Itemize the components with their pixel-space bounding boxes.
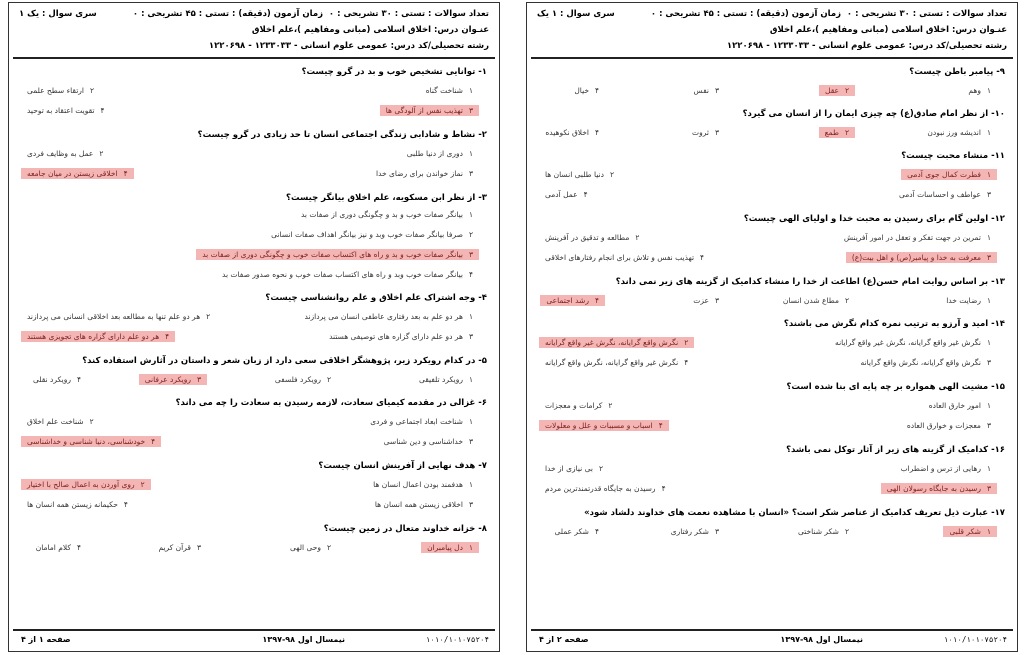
option-number: ۴ xyxy=(684,358,689,367)
answer-option[interactable] xyxy=(413,374,479,385)
option-text: هر دو علم به بعد رفتاری عاطفی انسان می پردازند xyxy=(304,312,463,321)
question-title: ۱۲- اولین گام برای رسیدن به محبت خدا و اولیای الهی چیست؟ xyxy=(743,214,1005,224)
page-number: صفحه ۱ از ۴ xyxy=(21,635,71,644)
exam-time: زمان آزمون (دقیقه) : تستی : ۴۵ تشریحی : ۰ xyxy=(650,9,841,19)
question-item xyxy=(21,293,487,356)
option-number: ۲ xyxy=(635,233,640,242)
question-list xyxy=(539,67,1005,550)
question-title: ۵- در کدام رویکرد زیر، پژوهشگر اخلاقی سعی دارد از زبان شعر و داستان در آثارش استفاده کند؟ xyxy=(82,356,487,366)
option-text: دوری از دنیا طلبی xyxy=(406,149,463,158)
question-item xyxy=(539,445,1005,508)
option-number: ۴ xyxy=(76,543,81,552)
option-text: طمع xyxy=(824,128,839,137)
option-number: ۳ xyxy=(468,106,473,115)
answer-option[interactable] xyxy=(30,542,87,553)
answer-option[interactable] xyxy=(688,85,725,96)
option-text: دل پیامبران xyxy=(427,543,463,552)
option-text: هر دو علم دارای گزاره های تجویزی هستند xyxy=(27,332,160,341)
option-number: ۱ xyxy=(986,233,991,242)
answer-option-highlighted[interactable] xyxy=(21,479,151,490)
option-text: نگرش غیر واقع گرایانه، نگرش غیر واقع گرایانه xyxy=(835,338,981,347)
option-number: ۲ xyxy=(140,480,145,489)
question-item xyxy=(21,130,487,193)
option-text: اندیشه ورز نبودن xyxy=(927,128,981,137)
answer-option[interactable] xyxy=(420,85,479,96)
answer-option[interactable] xyxy=(838,232,997,243)
option-text: شکر قلبی xyxy=(949,527,981,536)
option-text: حکیمانه زیستن همه انسان ها xyxy=(27,500,118,509)
option-number: ۲ xyxy=(90,86,95,95)
option-number: ۴ xyxy=(123,169,128,178)
option-text: تهذیب نفس و تلاش برای انجام رفتارهای اخلاقی xyxy=(545,253,695,262)
option-number: ۳ xyxy=(468,437,473,446)
option-number: ۱ xyxy=(986,296,991,305)
option-text: نفس xyxy=(693,86,709,95)
option-text: هدفمند بودن اعمال انسان ها xyxy=(373,480,463,489)
option-text: ارتقاء سطح علمی xyxy=(27,86,84,95)
answer-option[interactable] xyxy=(21,499,134,510)
option-text: تقویت اعتقاد به توحید xyxy=(27,106,95,115)
course-title: عنـوان درس: اخلاق اسلامی (مبانی ومفاهیم )،علم اخلاق xyxy=(769,25,1007,35)
question-item xyxy=(539,319,1005,382)
answer-option[interactable] xyxy=(539,483,672,494)
answer-option[interactable] xyxy=(21,85,100,96)
option-number: ۱ xyxy=(986,464,991,473)
option-number: ۳ xyxy=(986,253,991,262)
option-text: رویکرد عرفانی xyxy=(144,375,191,384)
option-number: ۳ xyxy=(714,86,719,95)
option-number: ۲ xyxy=(684,338,689,347)
answer-option[interactable] xyxy=(539,252,710,263)
option-text: اخلاق نکوهیده xyxy=(545,128,589,137)
option-number: ۲ xyxy=(610,170,615,179)
option-number: ۴ xyxy=(583,190,588,199)
option-text: شناخت گناه xyxy=(425,86,463,95)
answer-option[interactable] xyxy=(893,189,997,200)
question-item xyxy=(539,109,1005,151)
answer-option[interactable] xyxy=(539,400,618,411)
option-number: ۴ xyxy=(594,527,599,536)
option-text: خداشناسی و دین شناسی xyxy=(383,437,463,446)
option-text: کلام امامان xyxy=(35,543,71,552)
option-number: ۴ xyxy=(123,500,128,509)
option-text: بیانگر صفات خوب و بد و چگونگی دوری از صفات بد xyxy=(300,210,463,219)
option-text: ثروت xyxy=(692,128,709,137)
option-text: هر دو علم دارای گزاره های توصیفی هستند xyxy=(329,332,463,341)
question-item xyxy=(539,508,1005,550)
option-text: صرفا بیانگر صفات خوب وبد و نیز بیانگر اهداف صفات انسانی xyxy=(271,230,463,239)
page-header xyxy=(13,3,495,59)
answer-option[interactable] xyxy=(777,295,855,306)
answer-option[interactable] xyxy=(962,85,997,96)
answer-option[interactable] xyxy=(539,169,620,180)
question-series: سری سوال : ۱ یک xyxy=(537,9,615,19)
option-text: دنیا طلبی انسان ها xyxy=(545,170,604,179)
option-number: ۴ xyxy=(594,128,599,137)
option-text: خودشناسی، دنیا شناسی و خداشناسی xyxy=(27,437,146,446)
option-text: عزت xyxy=(693,296,709,305)
answer-option[interactable] xyxy=(940,295,997,306)
answer-option[interactable] xyxy=(539,189,594,200)
option-text: مطاع شدن انسان xyxy=(782,296,839,305)
option-number: ۱ xyxy=(986,128,991,137)
option-number: ۱ xyxy=(468,543,473,552)
option-text: وهم xyxy=(968,86,981,95)
question-item xyxy=(21,356,487,398)
option-text: عقل xyxy=(825,86,839,95)
term-label: نیمسال اول ۹۸-۱۳۹۷ xyxy=(780,635,863,644)
option-text: شکر رفتاری xyxy=(670,527,709,536)
option-text: وحی الهی xyxy=(289,543,321,552)
answer-option[interactable] xyxy=(687,295,725,306)
question-item xyxy=(539,277,1005,319)
option-number: ۲ xyxy=(89,417,94,426)
question-title: ۶- غزالی در مقدمه کیمیای سعادت، لازمه رسیدن به سعادت را چه می داند؟ xyxy=(175,398,487,408)
option-number: ۴ xyxy=(700,253,705,262)
answer-option-highlighted[interactable] xyxy=(21,331,175,342)
option-number: ۴ xyxy=(151,437,156,446)
option-text: نماز خواندن برای رضای خدا xyxy=(375,169,463,178)
option-number: ۱ xyxy=(468,149,473,158)
answer-option[interactable] xyxy=(568,85,605,96)
option-number: ۱ xyxy=(986,86,991,95)
option-number: ۱ xyxy=(986,401,991,410)
question-item xyxy=(21,524,487,566)
answer-option[interactable] xyxy=(686,127,725,138)
option-number: ۲ xyxy=(206,312,211,321)
option-number: ۳ xyxy=(196,375,201,384)
answer-option-highlighted[interactable] xyxy=(21,436,161,447)
option-number: ۳ xyxy=(986,358,991,367)
answer-option[interactable] xyxy=(21,416,100,427)
option-number: ۴ xyxy=(76,375,81,384)
question-item xyxy=(21,67,487,130)
answer-option[interactable] xyxy=(216,269,479,280)
option-number: ۱ xyxy=(986,527,991,536)
option-number: ۲ xyxy=(844,527,849,536)
option-number: ۱ xyxy=(468,417,473,426)
question-title: ۳- از نظر ابن مسکویه، علم اخلاق بیانگر چیست؟ xyxy=(286,193,487,203)
option-number: ۲ xyxy=(468,230,473,239)
option-text: امور خارق العاده xyxy=(928,401,981,410)
option-text: شناخت علم اخلاق xyxy=(27,417,84,426)
option-number: ۳ xyxy=(468,332,473,341)
option-text: نگرش غیر واقع گرایانه، نگرش واقع گرایانه xyxy=(545,358,679,367)
option-number: ۲ xyxy=(326,543,331,552)
question-title: ۷- هدف نهایی از آفرینش انسان چیست؟ xyxy=(318,461,487,471)
answer-option[interactable] xyxy=(323,331,479,342)
option-text: معجزات و خوارق العاده xyxy=(906,421,981,430)
term-label: نیمسال اول ۹۸-۱۳۹۷ xyxy=(262,635,345,644)
answer-option[interactable] xyxy=(269,374,337,385)
option-text: بی نیازی از خدا xyxy=(545,464,593,473)
option-number: ۴ xyxy=(594,296,599,305)
answer-option[interactable] xyxy=(367,479,479,490)
course-title: عنـوان درس: اخلاق اسلامی (مبانی ومفاهیم )،علم اخلاق xyxy=(251,25,489,35)
question-title: ۱۴- امید و آرزو به ترتیب نمره کدام نگرش می باشند؟ xyxy=(783,319,1005,329)
option-text: قرآن کریم xyxy=(158,543,191,552)
answer-option[interactable] xyxy=(539,463,609,474)
answer-option[interactable] xyxy=(299,311,479,322)
option-text: رسیدن به جایگاه رسولان الهی xyxy=(886,484,981,493)
option-text: شکر عملی xyxy=(554,527,589,536)
page-header xyxy=(531,3,1013,59)
option-number: ۳ xyxy=(468,169,473,178)
option-number: ۲ xyxy=(598,464,604,473)
option-number: ۱ xyxy=(468,312,473,321)
answer-option[interactable] xyxy=(369,499,479,510)
answer-option-highlighted[interactable] xyxy=(881,483,997,494)
exam-code: ۱۰۱۰/۱۰۱۰۷۵۲۰۴ xyxy=(425,635,489,644)
answer-option[interactable] xyxy=(21,105,111,116)
option-text: عمل آدمی xyxy=(545,190,578,199)
option-number: ۳ xyxy=(714,296,719,305)
answer-option[interactable] xyxy=(378,436,479,447)
option-text: شکر شناختی xyxy=(798,527,839,536)
course-field-code: رشته تحصیلی/کد درس: عمومی علوم انسانی - ۱۲۳۳۰۳۳ - ۱۲۲۰۶۹۸ xyxy=(208,41,489,51)
option-text: رسیدن به جایگاه قدرتمندترین مردم xyxy=(545,484,656,493)
option-text: شناخت ابعاد اجتماعی و فردی xyxy=(370,417,463,426)
exam-page-right xyxy=(526,2,1018,652)
answer-option-highlighted[interactable] xyxy=(380,105,479,116)
option-number: ۴ xyxy=(661,484,666,493)
option-number: ۴ xyxy=(100,106,105,115)
answer-option-highlighted[interactable] xyxy=(901,169,997,180)
option-number: ۲ xyxy=(844,128,849,137)
option-text: رشد اجتماعی xyxy=(546,296,589,305)
answer-option-highlighted[interactable] xyxy=(139,374,207,385)
option-text: عمل به وظایف فردی xyxy=(27,149,94,158)
answer-option-highlighted[interactable] xyxy=(421,542,479,553)
option-text: بیانگر صفات خوب وبد و راه های اکتساب صفات خوب و نحوه صدور صفات بد xyxy=(222,270,463,279)
option-number: ۳ xyxy=(196,543,201,552)
option-text: عواطف و احساسات آدمی xyxy=(899,190,981,199)
answer-option[interactable] xyxy=(21,148,109,159)
answer-option-highlighted[interactable] xyxy=(846,252,997,263)
option-number: ۱ xyxy=(986,338,991,347)
question-count: تعداد سوالات : تستی : ۳۰ تشریحی : ۰ xyxy=(846,9,1007,19)
option-text: نگرش واقع گرایانه، نگرش واقع گرایانه xyxy=(860,358,981,367)
option-number: ۱ xyxy=(986,170,991,179)
question-item xyxy=(539,67,1005,109)
question-series: سری سوال : یک ۱ xyxy=(19,9,97,19)
option-number: ۳ xyxy=(986,421,991,430)
option-number: ۲ xyxy=(844,296,849,305)
option-number: ۲ xyxy=(608,401,613,410)
answer-option[interactable] xyxy=(284,542,337,553)
answer-option-highlighted[interactable] xyxy=(819,127,855,138)
answer-option[interactable] xyxy=(27,374,87,385)
question-item xyxy=(539,214,1005,277)
answer-option[interactable] xyxy=(370,168,479,179)
answer-option-highlighted[interactable] xyxy=(540,295,605,306)
option-number: ۱ xyxy=(468,210,473,219)
question-item xyxy=(21,398,487,461)
question-item xyxy=(21,193,487,293)
question-list xyxy=(21,67,487,566)
option-number: ۳ xyxy=(986,484,991,493)
answer-option[interactable] xyxy=(539,357,694,368)
option-number: ۱ xyxy=(468,480,473,489)
question-title: ۱۳- بر اساس روایت امام حسن(ع) اطاعت از خدا را منشاء کدامیک از گزینه های زیر نمی داند؟ xyxy=(615,277,1005,287)
answer-option[interactable] xyxy=(295,209,479,220)
question-title: ۱۵- مشیت الهی همواره بر چه پایه ای بنا شده است؟ xyxy=(786,382,1005,392)
option-text: نگرش واقع گرایانه، نگرش غیر واقع گرایانه xyxy=(545,338,679,347)
course-field-code: رشته تحصیلی/کد درس: عمومی علوم انسانی - ۱۲۳۳۰۳۳ - ۱۲۲۰۶۹۸ xyxy=(726,41,1007,51)
answer-option[interactable] xyxy=(901,420,997,431)
option-number: ۴ xyxy=(658,421,663,430)
answer-option[interactable] xyxy=(895,463,997,474)
option-number: ۳ xyxy=(714,527,719,536)
question-count: تعداد سوالات : تستی : ۳۰ تشریحی : ۰ xyxy=(328,9,489,19)
option-number: ۱ xyxy=(468,86,473,95)
option-number: ۲ xyxy=(99,149,104,158)
question-item xyxy=(539,151,1005,214)
option-text: تمرین در جهت تفکر و تعقل در امور آفرینش xyxy=(843,233,981,242)
answer-option-highlighted[interactable] xyxy=(539,337,694,348)
question-title: ۱- توانایی تشخیص خوب و بد در گرو چیست؟ xyxy=(301,67,487,77)
question-title: ۱۰- از نظر امام صادق(ع) چه چیزی ایمان را از انسان می گیرد؟ xyxy=(742,109,1005,119)
exam-code: ۱۰۱۰/۱۰۱۰۷۵۲۰۴ xyxy=(943,635,1007,644)
exam-time: زمان آزمون (دقیقه) : تستی : ۴۵ تشریحی : ۰ xyxy=(132,9,323,19)
option-text: اخلاقی زیستن در میان جامعه xyxy=(27,169,118,178)
question-title: ۱۱- منشاء محبت چیست؟ xyxy=(901,151,1005,161)
answer-option[interactable] xyxy=(152,542,207,553)
option-text: معرفت به خدا و پیامبر(ص) و اهل بیت(ع) xyxy=(851,253,981,262)
option-text: اسباب و مسببات و علل و معلولات xyxy=(545,421,653,430)
answer-option-highlighted[interactable] xyxy=(819,85,855,96)
question-title: ۸- خزانه خداوند متعال در زمین چیست؟ xyxy=(323,524,487,534)
answer-option[interactable] xyxy=(792,526,855,537)
question-title: ۲- نشاط و شادابی زندگی اجتماعی انسان تا حد زیادی در گرو چیست؟ xyxy=(197,130,487,140)
answer-option[interactable] xyxy=(539,127,605,138)
option-text: تهذیب نفس از آلودگی ها xyxy=(385,106,463,115)
option-number: ۳ xyxy=(468,500,473,509)
option-number: ۳ xyxy=(468,250,473,259)
option-number: ۳ xyxy=(714,128,719,137)
answer-option[interactable] xyxy=(539,232,645,243)
answer-option[interactable] xyxy=(829,337,997,348)
option-number: ۴ xyxy=(165,332,170,341)
option-text: فطرت کمال جوی آدمی xyxy=(907,170,981,179)
question-item xyxy=(21,461,487,524)
question-title: ۱۷- عبارت ذیل تعریف کدامیک از عناصر شکر است؟ «انسان با مشاهده نعمت های خداوند دلشاد شود» xyxy=(584,508,1005,518)
exam-page-left xyxy=(8,2,500,652)
question-title: ۴- وجه اشتراک علم اخلاق و علم روانشناسی چیست؟ xyxy=(265,293,487,303)
option-text: رضایت خدا xyxy=(946,296,981,305)
answer-option[interactable] xyxy=(364,416,479,427)
option-text: رهایی از ترس و اضطراب xyxy=(900,464,981,473)
answer-option[interactable] xyxy=(854,357,997,368)
option-number: ۴ xyxy=(594,86,599,95)
answer-option[interactable] xyxy=(265,229,479,240)
answer-option-highlighted[interactable] xyxy=(943,526,997,537)
answer-option[interactable] xyxy=(923,400,997,411)
option-number: ۲ xyxy=(326,375,331,384)
answer-option-highlighted[interactable] xyxy=(196,249,479,260)
option-text: خیال xyxy=(574,86,589,95)
option-text: روی آوردن به اعمال صالح با اختیار xyxy=(27,480,135,489)
page-footer xyxy=(13,629,495,651)
option-number: ۲ xyxy=(844,86,849,95)
option-text: اخلاقی زیستن همه انسان ها xyxy=(374,500,463,509)
page-footer xyxy=(531,629,1013,651)
option-text: مطالعه و تدقیق در آفرینش xyxy=(545,233,630,242)
answer-option[interactable] xyxy=(921,127,997,138)
option-text: رویکرد تلفیقی xyxy=(418,375,463,384)
answer-option[interactable] xyxy=(665,526,725,537)
option-number: ۳ xyxy=(986,190,991,199)
answer-option-highlighted[interactable] xyxy=(539,420,669,431)
answer-option[interactable] xyxy=(21,311,216,322)
option-text: رویکرد نقلی xyxy=(33,375,71,384)
option-text: کرامات و معجزات xyxy=(545,401,603,410)
answer-option-highlighted[interactable] xyxy=(21,168,134,179)
question-title: ۱۶- کدامیک از گزینه های زیر از آثار توکل نمی باشد؟ xyxy=(786,445,1005,455)
page-number: صفحه ۲ از ۴ xyxy=(539,635,589,644)
answer-option[interactable] xyxy=(401,148,479,159)
question-title: ۹- پیامبر باطن چیست؟ xyxy=(909,67,1005,77)
option-number: ۱ xyxy=(468,375,473,384)
question-item xyxy=(539,382,1005,445)
option-text: بیانگر صفات خوب و بد و راه های اکتساب صفات خوب و چگونگی دوری از صفات بد xyxy=(202,250,463,259)
option-text: رویکرد فلسفی xyxy=(274,375,321,384)
option-text: هر دو علم تنها به مطالعه بعد اخلاقی انسانی می پردازند xyxy=(27,312,201,321)
option-number: ۴ xyxy=(468,270,473,279)
answer-option[interactable] xyxy=(548,526,605,537)
